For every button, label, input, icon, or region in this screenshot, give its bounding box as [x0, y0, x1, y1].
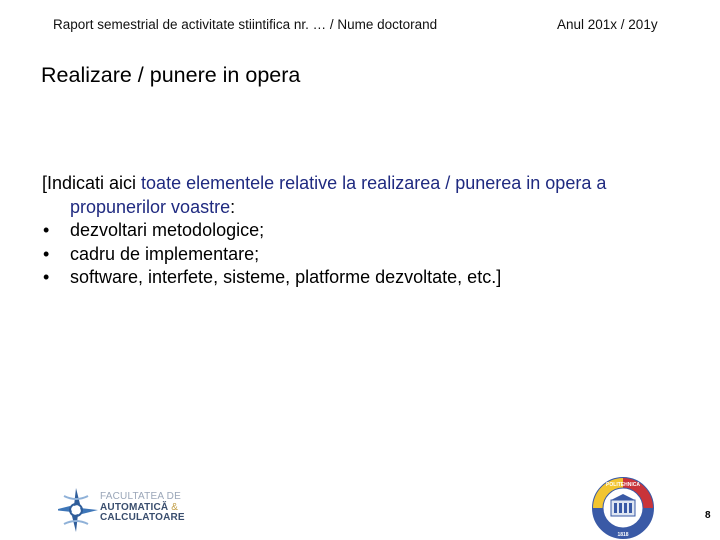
bullet-icon: •	[43, 220, 50, 240]
header-year: Anul 201x / 201y	[557, 17, 658, 32]
faculty-logo-text	[100, 492, 185, 524]
seal-year-text: 1818	[617, 532, 629, 538]
seal-name-text: POLITEHNICA	[606, 482, 640, 488]
intro-suffix: :	[230, 196, 236, 217]
header-report-title: Raport semestrial de activitate stiintifica nr. … / Nume doctorand	[53, 17, 438, 32]
bullet-icon: •	[43, 243, 50, 264]
faculty-line-2: AUTOMATICĂ	[100, 501, 169, 513]
bullet-icon: •	[43, 267, 50, 287]
intro-paragraph	[42, 172, 692, 219]
slide-body	[42, 172, 692, 290]
politehnica-seal-icon	[591, 476, 655, 540]
intro-highlight: toate elementele relative la realizarea / punerea in opera a propunerilor voastre	[70, 173, 607, 217]
list-item	[42, 243, 692, 267]
bullet-text: software, interfete, sisteme, platforme dezvoltate, etc.]	[70, 267, 502, 287]
faculty-ampersand: &	[171, 501, 179, 513]
faculty-line-1: FACULTATEA DE	[100, 491, 181, 502]
slide-title: Realizare / punere in opera	[41, 63, 301, 87]
page-number: 8	[705, 510, 711, 521]
list-item	[42, 266, 692, 290]
bullet-text: dezvoltari metodologice;	[70, 220, 265, 240]
bullet-list	[42, 219, 692, 290]
faculty-line-3: CALCULATOARE	[100, 512, 185, 523]
list-item	[42, 219, 692, 243]
intro-prefix: [Indicati aici	[42, 173, 142, 193]
bullet-text: cadru de implementare;	[70, 243, 260, 264]
